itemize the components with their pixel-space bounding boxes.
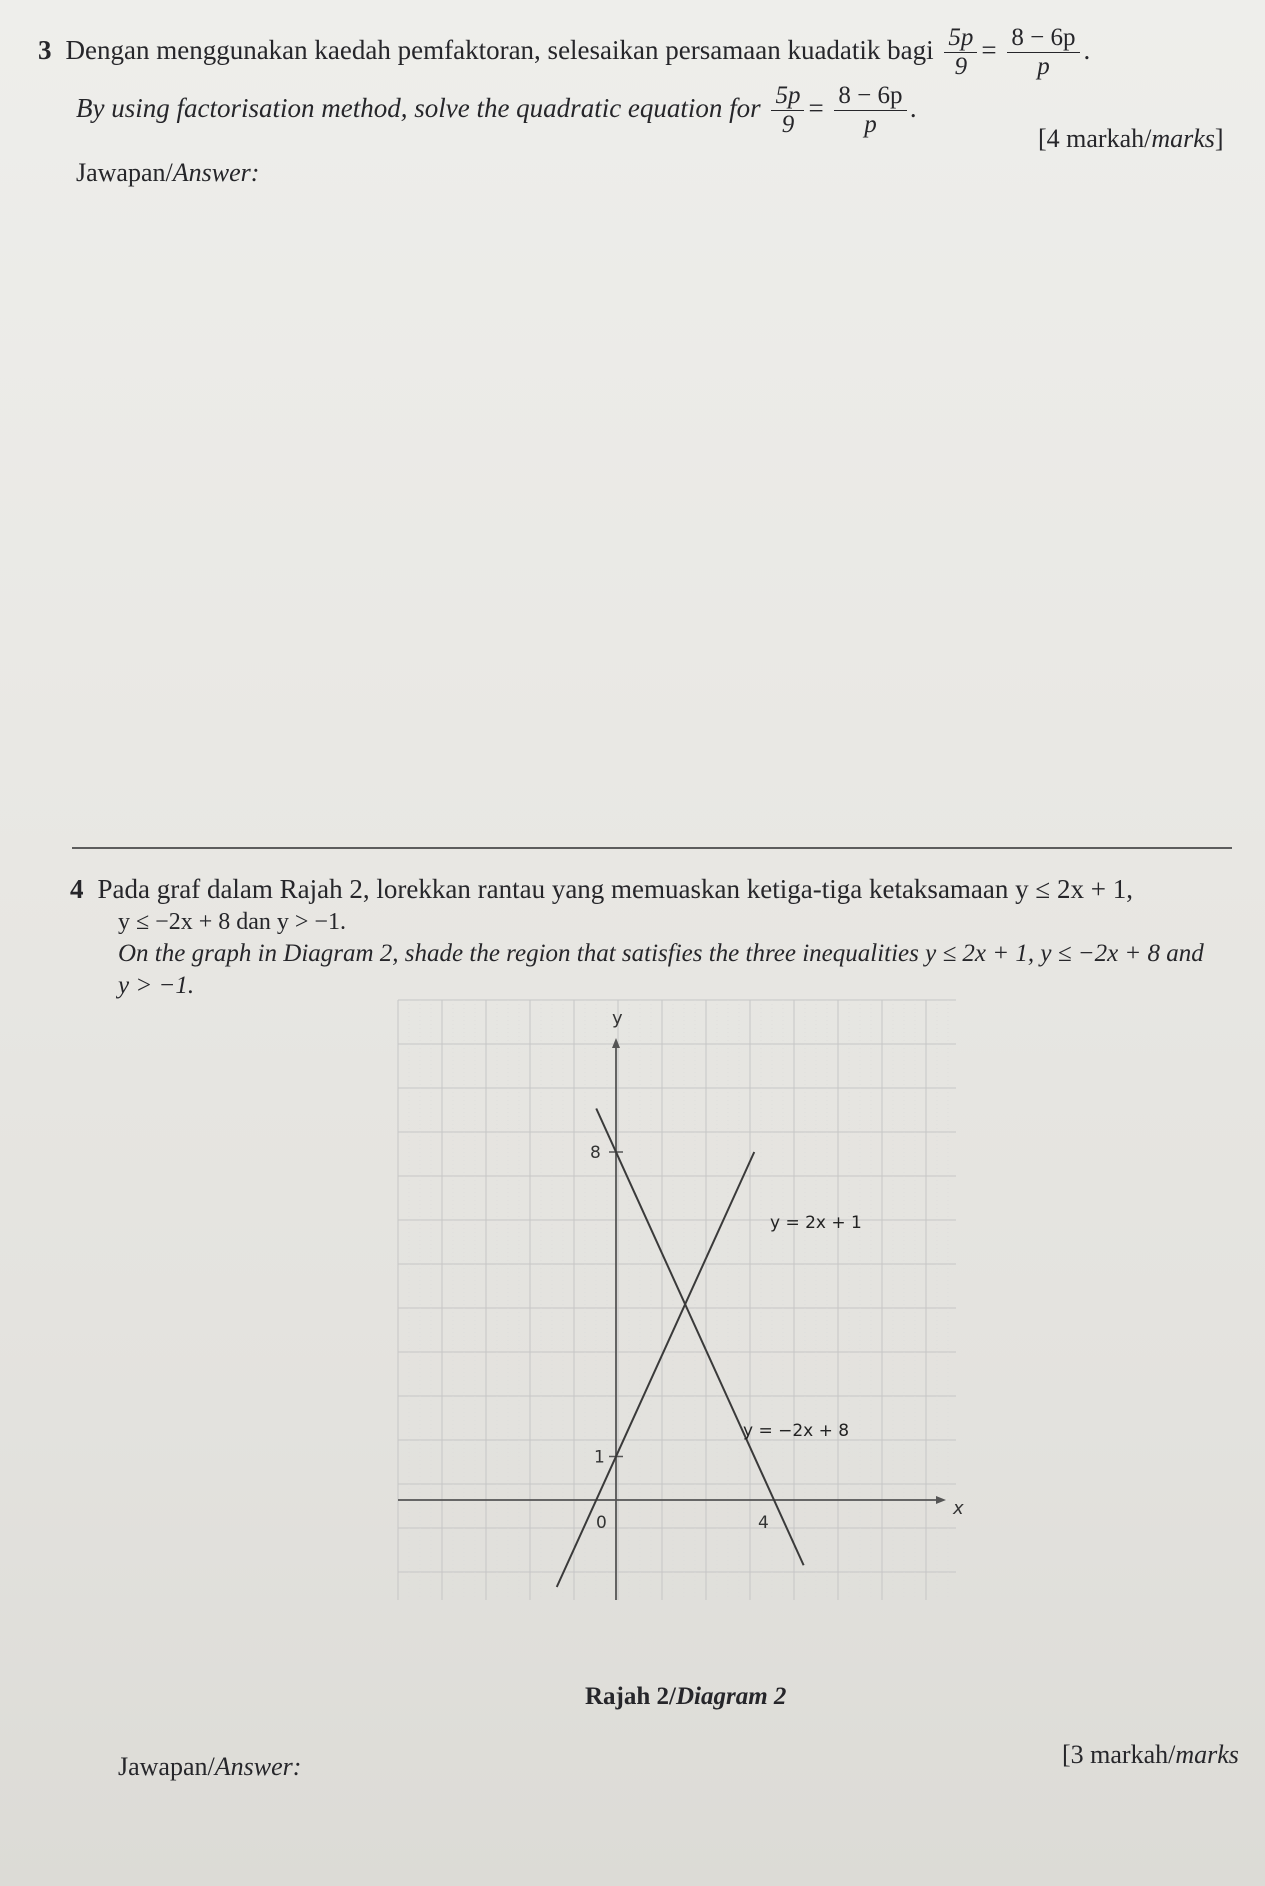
question4-english-line2: y > −1. [118, 972, 195, 999]
rhs-numerator-en: 8 − 6p [834, 82, 906, 111]
marks-close: ] [1214, 124, 1224, 153]
y-axis-arrow [612, 1038, 620, 1048]
equation-lhs-fraction [944, 24, 977, 81]
question4-malay-line1 [70, 873, 1133, 907]
question4-english-line1: On the graph in Diagram 2, shade the region that satisfies the three inequalities y ≤ 2x + 1, y ≤ −2x + 8 and [118, 940, 1204, 967]
marks-english: marks [1151, 124, 1215, 153]
equation-rhs-fraction-en [834, 82, 906, 139]
question3-malay [38, 24, 1090, 81]
question3-english [76, 82, 917, 139]
answer-label-malay-q4: Jawapan/ [118, 1752, 215, 1781]
question4-malay-line2: y ≤ −2x + 8 dan y > −1. [118, 909, 346, 935]
answer-label-english-q4: Answer: [214, 1752, 302, 1781]
question4-malay-text: Pada graf dalam Rajah 2, lorekkan rantau yang memuaskan ketiga-tiga ketaksamaan y ≤ 2x + 1, [97, 874, 1133, 904]
x-axis-arrow [936, 1496, 946, 1504]
caption-malay: Rajah 2/ [585, 1683, 676, 1710]
question4-answer-label [118, 1752, 301, 1782]
y-axis-label: y [612, 1008, 623, 1029]
section-divider [72, 847, 1232, 849]
tick-label-1: 1 [594, 1447, 605, 1468]
question4-number: 4 [70, 874, 84, 904]
answer-label-malay: Jawapan/ [76, 158, 173, 187]
answer-label-english: Answer: [172, 158, 260, 187]
equation-rhs-fraction [1007, 24, 1079, 81]
origin-label: 0 [596, 1513, 607, 1533]
question3-number: 3 [38, 34, 52, 65]
rhs-denominator-en: p [864, 110, 877, 138]
x-axis-label: x [953, 1498, 964, 1519]
lhs-denominator-en: 9 [781, 110, 795, 138]
equals-sign: = [981, 34, 997, 65]
equals-sign-en: = [808, 92, 824, 123]
diagram-caption [585, 1683, 786, 1711]
lhs-numerator-en: 5p [771, 82, 804, 111]
tick-label-4: 4 [758, 1513, 769, 1533]
graph-axes [398, 1038, 946, 1600]
question3-answer-label [76, 158, 259, 188]
series-line-2 [596, 1109, 803, 1566]
marks-english-q4: marks [1175, 1740, 1239, 1769]
equation-lhs-fraction-en [771, 82, 804, 139]
question3-malay-text: Dengan menggunakan kaedah pemfaktoran, selesaikan persamaan kuadatik bagi [65, 34, 934, 65]
caption-english: Diagram 2 [675, 1683, 787, 1710]
lhs-denominator: 9 [954, 52, 968, 80]
lhs-numerator: 5p [944, 24, 977, 53]
inequality-graph [398, 1000, 964, 1610]
line1-label: y = 2x + 1 [770, 1213, 862, 1233]
marks-malay: [4 markah/ [1038, 124, 1152, 153]
equation-end: . [1083, 34, 1091, 65]
line2-label: y = −2x + 8 [743, 1421, 850, 1441]
graph-grid [398, 1000, 956, 1600]
series-line-1 [557, 1152, 755, 1587]
equation-end-en: . [910, 92, 918, 123]
question3-marks [1038, 124, 1224, 154]
tick-label-8: 8 [590, 1143, 601, 1163]
rhs-numerator: 8 − 6p [1007, 24, 1079, 53]
marks-malay-q4: [3 markah/ [1062, 1740, 1176, 1769]
question4-marks [1062, 1740, 1239, 1770]
rhs-denominator: p [1037, 52, 1050, 80]
question3-english-text: By using factorisation method, solve the quadratic equation for [76, 92, 761, 123]
